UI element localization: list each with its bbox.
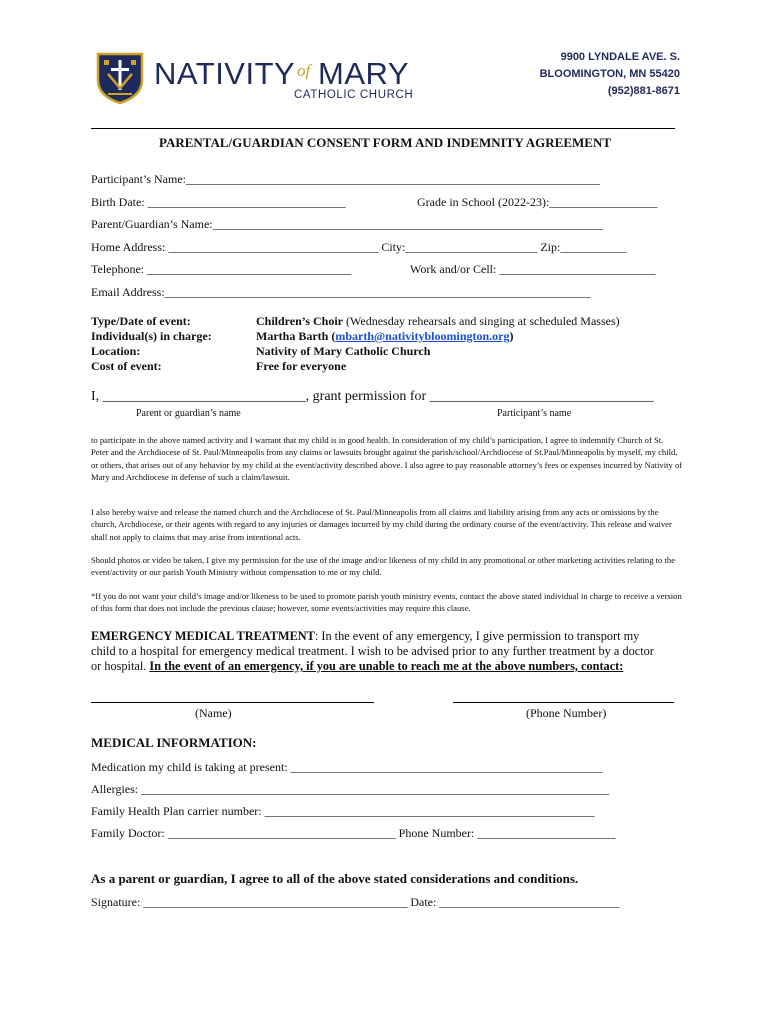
participant-name-caption: Participant’s name [497, 408, 572, 419]
church-logo [96, 52, 426, 104]
guardian-name-field[interactable]: Parent/Guardian’s Name:_________________________________________________________________ [91, 217, 603, 231]
church-phone: (952)881-8671 [607, 85, 680, 97]
event-type-label: Type/Date of event: [91, 314, 191, 328]
indemnity-paragraph: to participate in the above named activity and I warrant that my child is in good health. In consideration of my child’s participation, I agree to indemnify Church of St. Peter and the Archdiocese of St. Paul/Minneapolis from any claims or lawsuits brought against the parish/school/Archdiocese of St.Paul/Minneapolis by myself, my child, or others, that arises out of any behavior by my child at the event/activity described above. I also agree to pay reasonable attorney’s fees or expenses incurred by Nativity of Mary and Archdiocese in defense of such a claim/lawsuit. [91, 435, 683, 482]
emergency-phone-line[interactable] [453, 702, 674, 703]
event-type-value [256, 314, 620, 329]
participant-name-field[interactable]: Participant’s Name:_____________________________________________________________________ [91, 172, 600, 186]
waiver-paragraph: I also hereby waive and release the named church and the Archdiocese of St. Paul/Minneapolis from all claims and liability arising from any acts or omissions by the church, Archdiocese, or their agents with regard to any injuries or damages incurred by my child during the ordinary course of the event/activity. This release and waiver shall not apply to claims that may arise from intentional acts. [91, 507, 672, 542]
telephone-field[interactable]: Telephone: __________________________________ [91, 262, 352, 276]
logo-name: NATIVITY [154, 56, 296, 91]
location-label: Location: [91, 344, 141, 358]
event-type-detail: (Wednesday rehearsals and singing at scheduled Masses) [343, 314, 620, 328]
form-title: PARENTAL/GUARDIAN CONSENT FORM AND INDEMNITY AGREEMENT [158, 135, 612, 150]
work-cell-field[interactable]: Work and/or Cell: __________________________ [410, 262, 656, 276]
health-plan-field[interactable]: Family Health Plan carrier number: _______________________________________________________ [91, 804, 595, 818]
address-line-1: 9900 LYNDALE AVE. S. [560, 51, 680, 63]
event-type-name: Children’s Choir [256, 314, 344, 328]
medication-field[interactable]: Medication my child is taking at present: ____________________________________________________ [91, 760, 603, 774]
emergency-contact-instruction: In the event of an emergency, if you are unable to reach me at the above numbers, contact: [149, 659, 624, 673]
emergency-name-caption: (Name) [195, 706, 232, 720]
photo-optout-paragraph: *If you do not want your child’s image and/or likeness to be used to promote parish youth ministry events, contact the above stated individual in charge to receive a version of this form that does not include the previous clause; however, some events/activities may require this clause. [91, 591, 682, 614]
address-line-2: BLOOMINGTON, MN 55420 [539, 68, 680, 80]
guardian-name-caption: Parent or guardian’s name [136, 408, 241, 419]
signature-date-field[interactable]: Signature: ____________________________________________ Date: ______________________________ [91, 895, 620, 909]
individual-name: Martha Barth ( [256, 329, 336, 343]
individual-email-link[interactable]: mbarth@nativitybloomington.org [335, 329, 510, 343]
allergies-field[interactable]: Allergies: ______________________________________________________________________________ [91, 782, 610, 796]
medical-heading: MEDICAL INFORMATION: [91, 735, 257, 750]
individual-value [256, 329, 514, 344]
emergency-phone-caption: (Phone Number) [526, 706, 607, 720]
cost-value: Free for everyone [256, 359, 347, 373]
logo-subtitle: CATHOLIC CHURCH [294, 89, 414, 101]
photo-permission-paragraph: Should photos or video be taken, I give my permission for the use of the image and/or likeness of my child in any promotional or other marketing activities relating to the event/activity or our parish Youth Ministry without compensation to me or my child. [91, 555, 676, 578]
individual-label: Individual(s) in charge: [91, 329, 212, 343]
birth-date-field[interactable]: Birth Date: _________________________________ [91, 195, 346, 209]
emergency-line-2: child to a hospital for emergency medical treatment. I wish to be advised prior to any further treatment by a doctor [91, 644, 654, 658]
individual-close: ) [509, 329, 514, 343]
logo-of: of [297, 61, 311, 80]
family-doctor-field[interactable]: Family Doctor: ______________________________________ Phone Number: _______________________ [91, 826, 616, 840]
grade-field[interactable]: Grade in School (2022-23):__________________ [417, 195, 658, 209]
email-field[interactable]: Email Address:_______________________________________________________________________ [91, 285, 591, 299]
emergency-line-3: or hospital. In the event of an emergency, if you are unable to reach me at the above numbers, contact: [91, 659, 624, 673]
location-value: Nativity of Mary Catholic Church [256, 344, 431, 358]
header-divider [91, 128, 675, 129]
emergency-line-1: EMERGENCY MEDICAL TREATMENT: In the event of any emergency, I give permission to transport my [91, 629, 640, 643]
emergency-heading: EMERGENCY MEDICAL TREATMENT [91, 629, 315, 643]
cost-label: Cost of event: [91, 359, 162, 373]
grant-permission-line[interactable]: I, _____________________________, grant permission for ________________________________ [91, 389, 654, 404]
emergency-name-line[interactable] [91, 702, 374, 703]
church-address [540, 49, 680, 100]
logo-mary: MARY [318, 56, 410, 91]
agreement-statement: As a parent or guardian, I agree to all of the above stated considerations and conditions. [91, 871, 579, 886]
home-address-field[interactable]: Home Address: ___________________________________ City:______________________ Zip:___________ [91, 240, 627, 254]
